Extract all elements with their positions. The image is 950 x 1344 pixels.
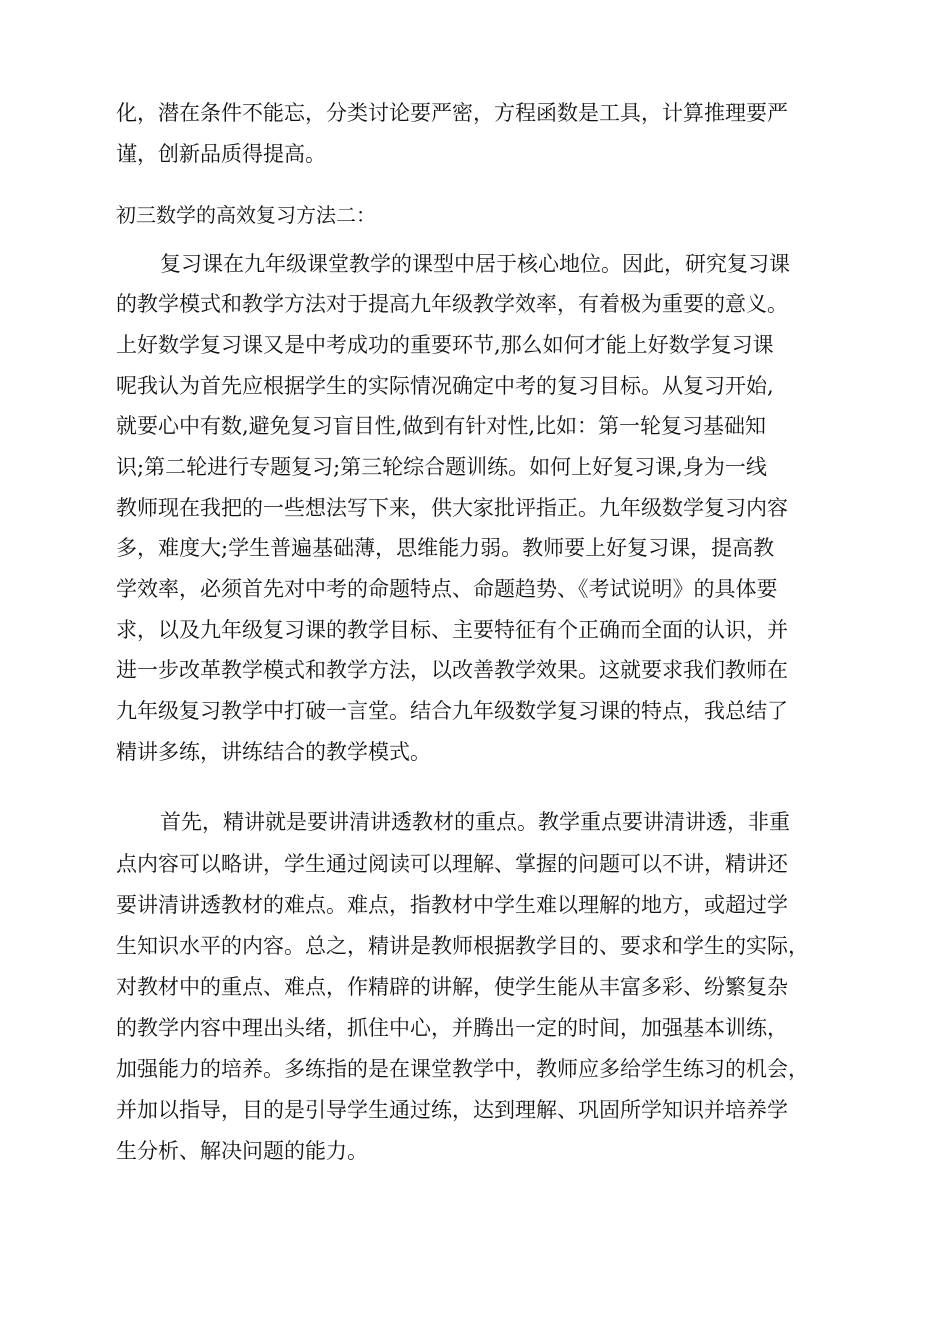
text-line: 生知识水平的内容。总之，精讲是教师根据教学目的、要求和学生的实际， xyxy=(116,934,809,958)
text-line: 上好数学复习课又是中考成功的重要环节,那么如何才能上好数学复习课 xyxy=(116,333,774,357)
text-line: 学效率，必须首先对中考的命题特点、命题趋势、《考试说明》的具体要 xyxy=(116,577,778,601)
text-line: 谨，创新品质得提高。 xyxy=(116,142,326,166)
section-heading: 初三数学的高效复习方法二： xyxy=(116,203,376,227)
text-line: 要讲清讲透教材的难点。难点，指教材中学生难以理解的地方，或超过学 xyxy=(116,893,788,917)
text-line: 求，以及九年级复习课的教学目标、主要特征有个正确而全面的认识，并 xyxy=(116,618,788,642)
text-line: 的教学模式和教学方法对于提高九年级教学效率，有着极为重要的意义。 xyxy=(116,292,788,316)
text-line: 九年级复习教学中打破一言堂。结合九年级数学复习课的特点，我总结了 xyxy=(116,699,788,723)
text-line: 就要心中有数,避免复习盲目性,做到有针对性,比如：第一轮复习基础知 xyxy=(116,414,767,438)
text-line: 精讲多练，讲练结合的教学模式。 xyxy=(116,740,431,764)
text-line: 首先，精讲就是要讲清讲透教材的重点。教学重点要讲清讲透，非重 xyxy=(160,810,790,834)
text-line: 教师现在我把的一些想法写下来，供大家批评指正。九年级数学复习内容 xyxy=(116,496,788,520)
text-line: 识;第二轮进行专题复习;第三轮综合题训练。如何上好复习课,身为一线 xyxy=(116,455,767,479)
text-line: 的教学内容中理出头绪，抓住中心，并腾出一定的时间，加强基本训练， xyxy=(116,1016,788,1040)
text-line: 进一步改革教学模式和教学方法，以改善教学效果。这就要求我们教师在 xyxy=(116,658,788,682)
text-line: 加强能力的培养。多练指的是在课堂教学中，教师应多给学生练习的机会， xyxy=(116,1057,809,1081)
text-line: 对教材中的重点、难点，作精辟的讲解，使学生能从丰富多彩、纷繁复杂 xyxy=(116,975,788,999)
text-line: 生分析、解决问题的能力。 xyxy=(116,1139,368,1163)
text-line: 点内容可以略讲，学生通过阅读可以理解、掌握的问题可以不讲，精讲还 xyxy=(116,852,788,876)
text-line: 复习课在九年级课堂教学的课型中居于核心地位。因此，研究复习课 xyxy=(160,252,790,276)
text-line: 呢我认为首先应根据学生的实际情况确定中考的复习目标。从复习开始, xyxy=(116,374,774,398)
text-line: 并加以指导，目的是引导学生通过练，达到理解、巩固所学知识并培养学 xyxy=(116,1098,788,1122)
text-line: 多，难度大;学生普遍基础薄，思维能力弱。教师要上好复习课，提高教 xyxy=(116,536,775,560)
text-line: 化，潜在条件不能忘，分类讨论要严密，方程函数是工具，计算推理要严 xyxy=(116,101,788,125)
